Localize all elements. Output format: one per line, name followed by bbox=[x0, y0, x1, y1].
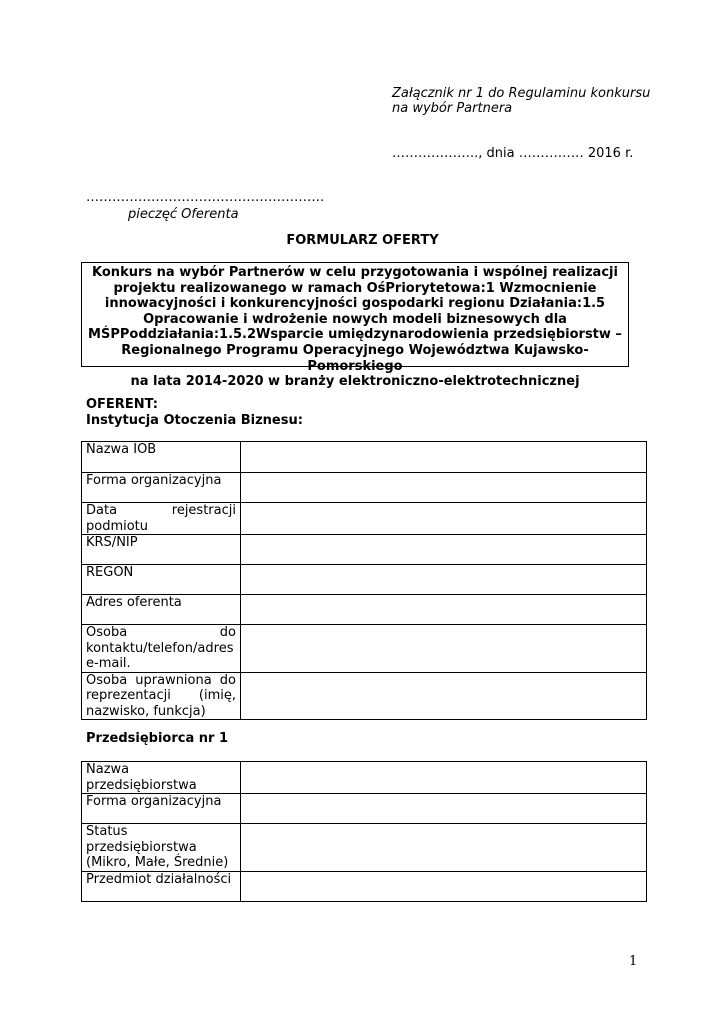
offeror-heading: OFERENT: bbox=[86, 397, 158, 412]
field-krs-nip[interactable] bbox=[241, 535, 647, 565]
field-iob-name[interactable] bbox=[241, 442, 647, 473]
row-label-text: Data rejestracji podmiotu bbox=[86, 503, 236, 534]
form-title: FORMULARZ OFERTY bbox=[286, 233, 439, 248]
table-row bbox=[82, 762, 647, 794]
row-label bbox=[82, 625, 241, 673]
page-number: 1 bbox=[629, 954, 638, 969]
entrepreneur-heading: Przedsiębiorca nr 1 bbox=[86, 731, 228, 746]
field-company-status[interactable] bbox=[241, 824, 647, 872]
row-label-text: Osoba uprawniona do reprezentacji (imię, nazwisko, funkcja) bbox=[86, 672, 236, 719]
contest-title-box bbox=[81, 262, 629, 390]
field-registration-date[interactable] bbox=[241, 503, 647, 535]
table-row bbox=[82, 871, 647, 901]
row-label bbox=[82, 503, 241, 535]
row-label: KRS/NIP bbox=[82, 535, 241, 565]
contest-title-line: MŚPPoddziałania:1.5.2Wsparcie umiędzynarodowienia przedsiębiorstw – bbox=[88, 327, 622, 343]
field-company-name[interactable] bbox=[241, 762, 647, 794]
row-label: Adres oferenta bbox=[82, 595, 241, 625]
table-row bbox=[82, 595, 647, 625]
field-regon[interactable] bbox=[241, 565, 647, 595]
row-label: Forma organizacyjna bbox=[82, 794, 241, 824]
row-label-text: Osoba do kontaktu/telefon/adres e-mail. bbox=[86, 625, 236, 671]
annex-note bbox=[392, 86, 650, 116]
table-row bbox=[82, 794, 647, 824]
row-label: Przedmiot działalności bbox=[82, 871, 241, 901]
table-row bbox=[82, 824, 647, 872]
table-row bbox=[82, 442, 647, 473]
table-row bbox=[82, 625, 647, 673]
entrepreneur-table bbox=[81, 761, 647, 902]
row-label: Nazwa IOB bbox=[82, 442, 241, 473]
annex-line-1: Załącznik nr 1 do Regulaminu konkursu bbox=[392, 86, 651, 101]
offeror-stamp bbox=[86, 189, 324, 223]
table-row bbox=[82, 503, 647, 535]
stamp-dots: ………………………………………………. bbox=[86, 190, 325, 205]
place-date-line: ……………….., dnia …………… 2016 r. bbox=[392, 146, 634, 161]
contest-title-line: projektu realizowanego w ramach OśPriorytetowa:1 Wzmocnienie bbox=[113, 280, 597, 296]
table-row bbox=[82, 535, 647, 565]
contest-title-line: Regionalnego Programu Operacyjnego Województwa Kujawsko-Pomorskiego bbox=[121, 342, 589, 374]
field-company-org-form[interactable] bbox=[241, 794, 647, 824]
contest-title-line: Opracowanie i wdrożenie nowych modeli biznesowych dla bbox=[143, 311, 567, 327]
table-row bbox=[82, 565, 647, 595]
row-label: Nazwa przedsiębiorstwa bbox=[82, 762, 241, 794]
contest-title-line: innowacyjności i konkurencyjności gospodarki regionu Działania:1.5 bbox=[104, 296, 606, 312]
row-label bbox=[82, 672, 241, 720]
field-contact-person[interactable] bbox=[241, 625, 647, 673]
field-address[interactable] bbox=[241, 595, 647, 625]
field-business-activity[interactable] bbox=[241, 871, 647, 901]
offeror-section-heading bbox=[86, 397, 303, 429]
field-org-form[interactable] bbox=[241, 473, 647, 503]
contest-title-line: Konkurs na wybór Partnerów w celu przygotowania i wspólnej realizacji bbox=[92, 265, 618, 280]
row-label: Status przedsiębiorstwa (Mikro, Małe, Średnie) bbox=[82, 824, 241, 872]
annex-line-2: na wybór Partnera bbox=[392, 101, 513, 116]
row-label: REGON bbox=[82, 565, 241, 595]
field-authorized-person[interactable] bbox=[241, 672, 647, 720]
offeror-table bbox=[81, 441, 647, 720]
table-row bbox=[82, 672, 647, 720]
contest-title-line: na lata 2014-2020 w branży elektroniczno-elektrotechnicznej bbox=[130, 374, 580, 390]
row-label: Forma organizacyjna bbox=[82, 473, 241, 503]
table-row bbox=[82, 473, 647, 503]
ioe-subheading: Instytucja Otoczenia Biznesu: bbox=[86, 413, 303, 428]
stamp-caption: pieczęć Oferenta bbox=[128, 207, 239, 222]
